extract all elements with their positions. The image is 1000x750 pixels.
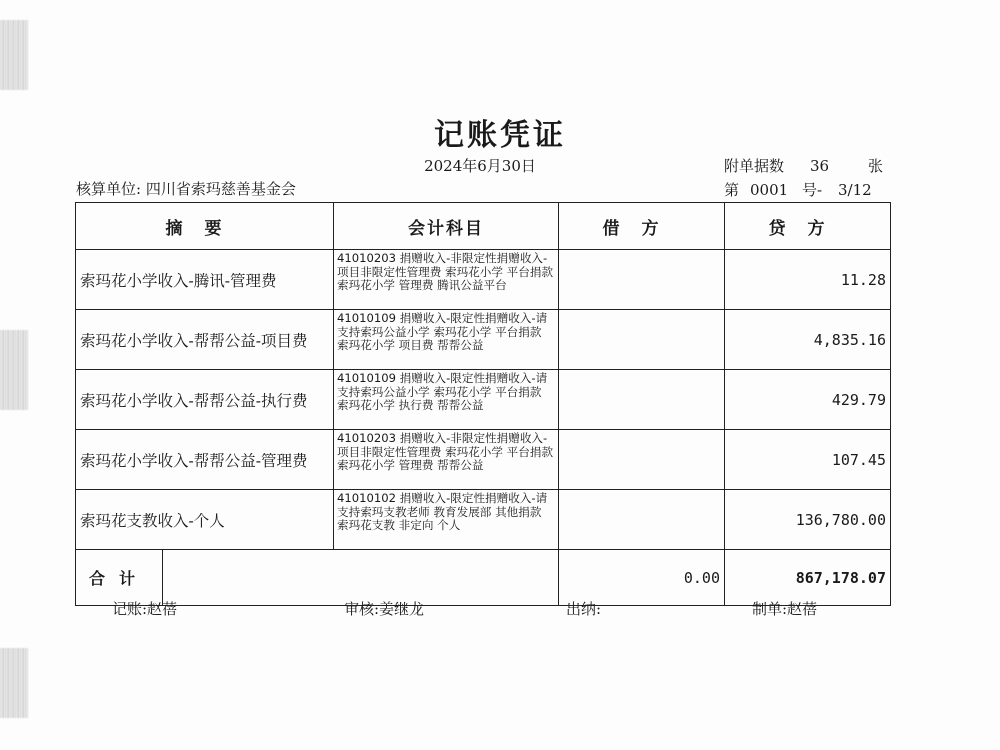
table-row (76, 490, 891, 550)
entry-debit (559, 490, 725, 550)
entry-summary: 索玛花小学收入-帮帮公益-项目费 (76, 310, 334, 370)
accounting-unit (76, 178, 296, 199)
voucher-page: 3/12 (838, 181, 872, 199)
signature-reviewer: 审核:姜继龙 (344, 600, 425, 618)
entry-summary: 索玛花支教收入-个人 (76, 490, 334, 550)
attachment-number: 36 (810, 157, 830, 175)
total-credit: 867,178.07 (725, 550, 891, 606)
voucher-number-value: 0001 (750, 181, 789, 199)
voucher-date: 2024年6月30日 (424, 157, 536, 175)
scan-artifact (0, 330, 28, 410)
accounting-unit-name: 四川省索玛慈善基金会 (145, 180, 296, 198)
signature-bookkeeper: 记账:赵蓓 (112, 600, 178, 618)
voucher-table (75, 202, 891, 606)
signature-cashier: 出纳: (566, 600, 602, 618)
attachment-unit: 张 (868, 157, 884, 175)
voucher-title: 记账凭证 (434, 118, 566, 153)
scan-artifact (0, 20, 28, 90)
table-row (76, 310, 891, 370)
entry-subject: 41010109 捐赠收入-限定性捐赠收入-请支持索玛公益小学 索玛花小学 平台捐款 索玛花小学 项目费 帮帮公益 (334, 310, 559, 370)
table-row (76, 370, 891, 430)
total-spacer (163, 550, 558, 605)
header-credit: 贷方 (725, 203, 891, 250)
table-row (76, 250, 891, 310)
entry-subject: 41010102 捐赠收入-限定性捐赠收入-请支持索玛支教老师 教育发展部 其他捐款 索玛花支教 非定向 个人 (334, 490, 559, 550)
total-label: 合计 (76, 550, 163, 605)
entry-credit: 136,780.00 (725, 490, 891, 550)
header-debit: 借方 (559, 203, 725, 250)
voucher-number-suffix: 号- (802, 181, 823, 199)
attachment-label: 附单据数 (724, 157, 785, 175)
entry-subject: 41010203 捐赠收入-非限定性捐赠收入-项目非限定性管理费 索玛花小学 平台捐款 索玛花小学 管理费 腾讯公益平台 (334, 250, 559, 310)
header-subject: 会计科目 (334, 203, 559, 250)
signature-maker: 制单:赵蓓 (752, 600, 818, 618)
entry-debit (559, 370, 725, 430)
entry-summary: 索玛花小学收入-帮帮公益-管理费 (76, 430, 334, 490)
entry-credit: 4,835.16 (725, 310, 891, 370)
voucher-number-prefix: 第 (724, 181, 740, 199)
entry-debit (559, 250, 725, 310)
header-summary: 摘要 (76, 203, 334, 250)
entry-summary: 索玛花小学收入-腾讯-管理费 (76, 250, 334, 310)
entry-credit: 429.79 (725, 370, 891, 430)
entry-subject: 41010109 捐赠收入-限定性捐赠收入-请支持索玛公益小学 索玛花小学 平台捐款 索玛花小学 执行费 帮帮公益 (334, 370, 559, 430)
entry-credit: 107.45 (725, 430, 891, 490)
voucher-number (724, 179, 872, 200)
entry-subject: 41010203 捐赠收入-非限定性捐赠收入-项目非限定性管理费 索玛花小学 平台捐款 索玛花小学 管理费 帮帮公益 (334, 430, 559, 490)
entry-credit: 11.28 (725, 250, 891, 310)
accounting-unit-label: 核算单位: (76, 180, 142, 198)
entry-summary: 索玛花小学收入-帮帮公益-执行费 (76, 370, 334, 430)
entry-debit (559, 430, 725, 490)
table-row (76, 430, 891, 490)
attachment-count (724, 155, 883, 176)
total-debit: 0.00 (559, 550, 725, 606)
entry-debit (559, 310, 725, 370)
scan-artifact (0, 648, 28, 718)
